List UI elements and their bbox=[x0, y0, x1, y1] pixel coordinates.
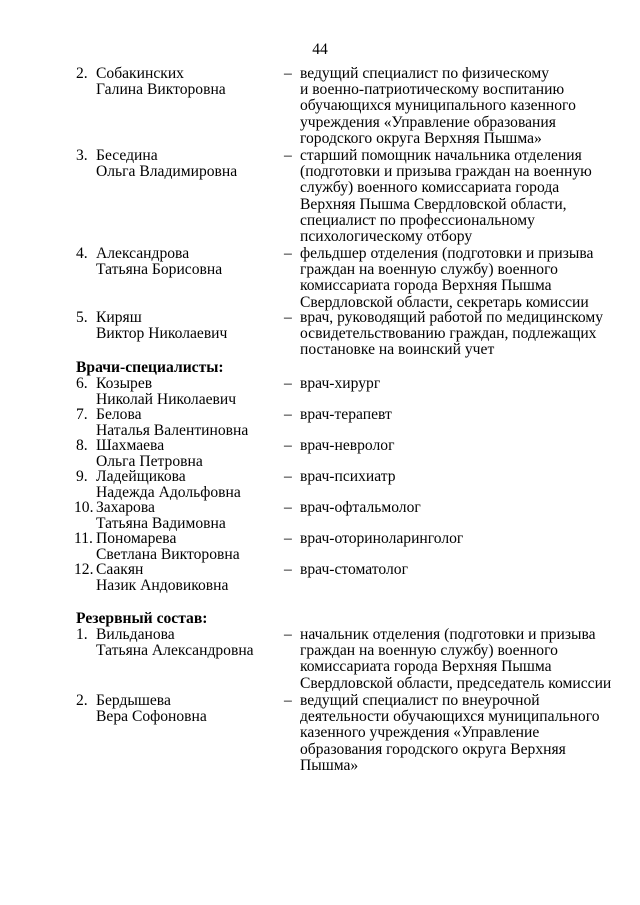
role-dash: – bbox=[284, 309, 292, 326]
role-dash: – bbox=[284, 626, 292, 643]
entry-number: 1. bbox=[76, 626, 88, 643]
role-dash: – bbox=[284, 375, 292, 392]
member-surname: Александрова bbox=[96, 245, 190, 262]
member-role: врач, руководящий работой по медицинскому освидетельствованию граждан, подлежащих постановке на воинский учет bbox=[300, 309, 604, 359]
member-given-names: Ольга Петровна bbox=[96, 453, 203, 471]
member-surname: Захарова bbox=[96, 499, 155, 516]
member-given-names: Татьяна Борисовна bbox=[96, 261, 223, 279]
entry-number: 2. bbox=[76, 65, 88, 82]
member-role: старший помощник начальника отделения (подготовки и призыва граждан на военную службу) военного комиссариата города Верхняя Пышма Свердловской области, специалист по профессиональному психологическому отбору bbox=[300, 147, 592, 246]
member-surname: Пономарева bbox=[96, 530, 177, 547]
member-given-names: Галина Викторовна bbox=[96, 81, 226, 99]
member-given-names: Наталья Валентиновна bbox=[96, 422, 249, 440]
entry-number: 4. bbox=[76, 245, 88, 262]
role-dash: – bbox=[284, 406, 292, 423]
entry-number: 10. bbox=[74, 499, 94, 516]
member-role: фельдшер отделения (подготовки и призыва граждан на военную службу) военного комиссариата города Верхняя Пышма Свердловской области, секретарь комиссии bbox=[300, 245, 594, 311]
role-dash: – bbox=[284, 65, 292, 82]
member-given-names: Татьяна Вадимовна bbox=[96, 515, 226, 533]
member-given-names: Назик Андовиковна bbox=[96, 577, 229, 595]
section-heading-specialists: Врачи-специалисты: bbox=[76, 359, 224, 376]
member-role: начальник отделения (подготовки и призыва граждан на военную службу) военного комиссариата города Верхняя Пышма Свердловской области, председатель комиссии bbox=[300, 626, 612, 692]
member-given-names: Ольга Владимировна bbox=[96, 163, 238, 181]
entry-number: 8. bbox=[76, 437, 88, 454]
member-role: врач-психиатр bbox=[300, 468, 396, 485]
role-dash: – bbox=[284, 468, 292, 485]
member-role: врач-невролог bbox=[300, 437, 395, 454]
member-role: ведущий специалист по физическому и военно-патриотическому воспитанию обучающихся муниципального казенного учреждения «Управление образования городского округа Верхняя Пышма» bbox=[300, 65, 576, 147]
member-role: врач-стоматолог bbox=[300, 561, 408, 578]
entry-number: 6. bbox=[76, 375, 88, 392]
member-surname: Беседина bbox=[96, 147, 158, 164]
entry-number: 7. bbox=[76, 406, 88, 423]
role-dash: – bbox=[284, 147, 292, 164]
member-role: врач-хирург bbox=[300, 375, 381, 392]
role-dash: – bbox=[284, 499, 292, 516]
member-role: врач-терапевт bbox=[300, 406, 392, 423]
member-surname: Бердышева bbox=[96, 692, 171, 709]
member-given-names: Вера Софоновна bbox=[96, 708, 207, 726]
role-dash: – bbox=[284, 561, 292, 578]
entry-number: 3. bbox=[76, 147, 88, 164]
member-surname: Собакинских bbox=[96, 65, 184, 82]
member-given-names: Николай Николаевич bbox=[96, 391, 237, 409]
member-surname: Ладейщикова bbox=[96, 468, 186, 485]
member-surname: Белова bbox=[96, 406, 142, 423]
entry-number: 5. bbox=[76, 309, 88, 326]
entry-number: 2. bbox=[76, 692, 88, 709]
member-role: врач-оториноларинголог bbox=[300, 530, 464, 547]
member-surname: Саакян bbox=[96, 561, 144, 578]
section-heading-reserve: Резервный состав: bbox=[76, 610, 208, 627]
member-surname: Козырев bbox=[96, 375, 153, 392]
member-given-names: Светлана Викторовна bbox=[96, 546, 240, 564]
member-surname: Шахмаева bbox=[96, 437, 165, 454]
role-dash: – bbox=[284, 437, 292, 454]
entry-number: 11. bbox=[74, 530, 93, 547]
page-number: 44 bbox=[312, 41, 328, 58]
entry-number: 12. bbox=[74, 561, 94, 578]
member-surname: Вильданова bbox=[96, 626, 175, 643]
member-given-names: Надежда Адольфовна bbox=[96, 484, 241, 502]
member-surname: Киряш bbox=[96, 309, 142, 326]
role-dash: – bbox=[284, 530, 292, 547]
role-dash: – bbox=[284, 245, 292, 262]
role-dash: – bbox=[284, 692, 292, 709]
member-given-names: Татьяна Александровна bbox=[96, 642, 254, 660]
member-role: врач-офтальмолог bbox=[300, 499, 421, 516]
member-given-names: Виктор Николаевич bbox=[96, 325, 228, 343]
entry-number: 9. bbox=[76, 468, 88, 485]
member-role: ведущий специалист по внеурочной деятельности обучающихся муниципального казенного учреждения «Управление образования городского округа Верхняя Пышма» bbox=[300, 692, 600, 774]
